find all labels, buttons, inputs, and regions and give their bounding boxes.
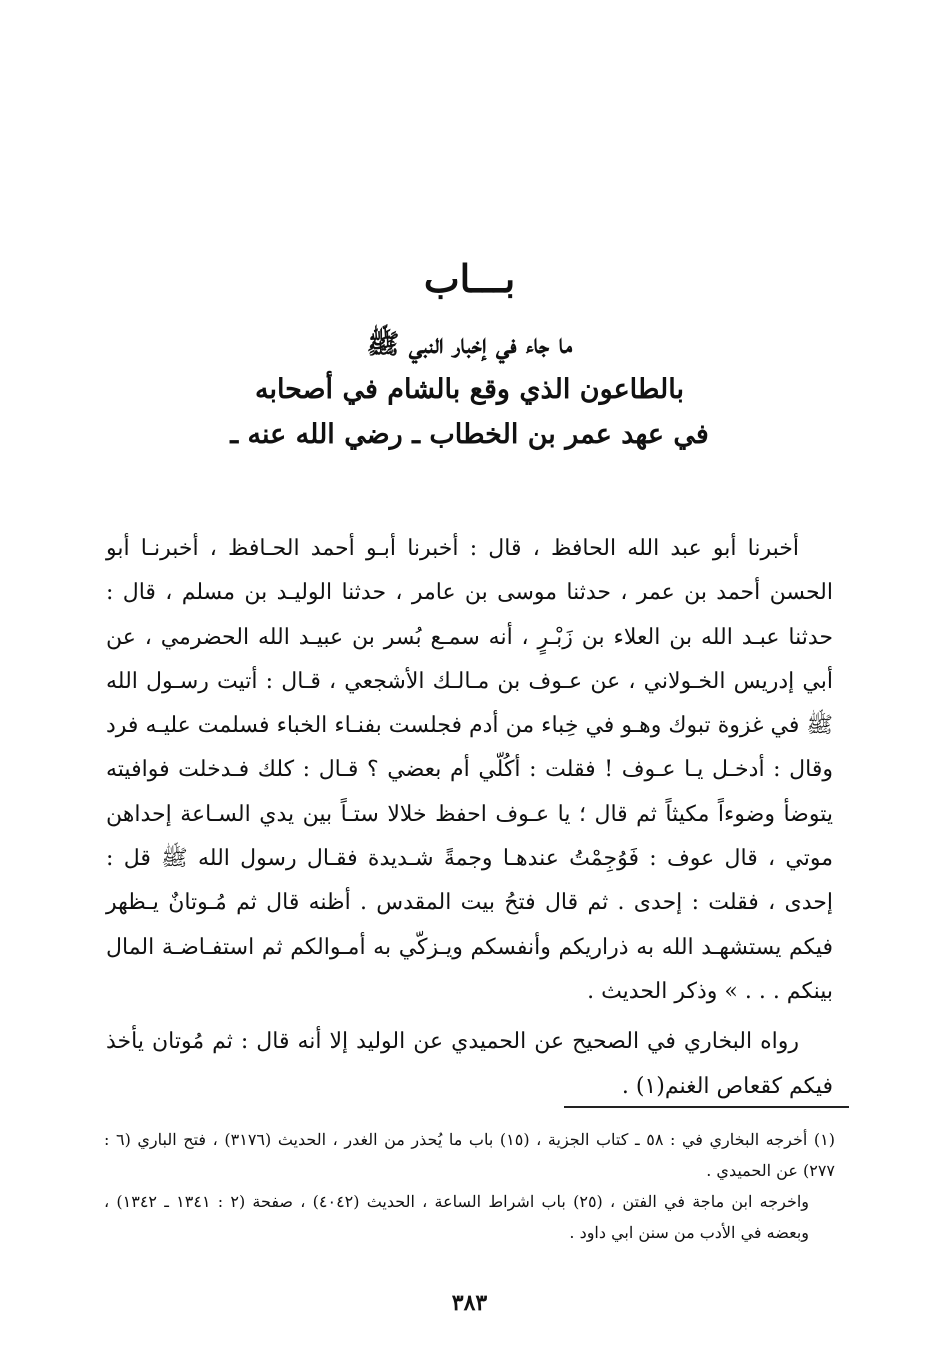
title-line-1: ما جاء في إخبار النبي ﷺ — [366, 329, 573, 360]
body-text — [106, 527, 833, 1109]
title-line-3: في عهد عمر بن الخطاب ـ رضي الله عنه ـ — [230, 419, 709, 450]
footnote-divider — [564, 1106, 849, 1108]
hadith-paragraph: أخبرنا أبو عبد الله الحافظ ، قال : أخبرنا أبـو أحمد الحـافظ ، أخبرنـا أبو الحسن أحمد بن عمر ، حدثنا موسى بن عامر ، حدثنا الوليـد بن مسلم ، قال : حدثنا عبـد الله بن العلاء بن زَبْـرٍ ، أنه سمـع بُسر بن عبيـد الله الحضرمي ، عن أبي إدريس الخـولاني ، عن عـوف بن مـالـك الأشجعي ، قـال : أتيت رسـول الله ﷺ في غزوة تبوك وهـو في خِباء من أدم فجلست بفنـاء الخباء فسلمت عليـه فرد وقال : أدخـل يـا عـوف ! فقلت : أكُلّي أم بعضي ؟ قـال : كلك فـدخلت فوافيته يتوضأ وضوءاً مكيثاً ثم قال ؛ يا عـوف احفظ خلالا ستـاً بين يدي السـاعة إحداهن موتي ، قال عوف : فَوُجِمْتُ عندهـا وجمةً شـديدة فقـال رسول الله ﷺ قل : إحدى ، فقلت : إحدى . ثم قال فتحُ بيت المقدس . أظنه قال ثم مُـوتانٌ يـظهر فيكم يستشهـد الله به ذراريكم وأنفسكم ويـزكّي به أمـوالكم ثم استفـاضـة المال بينكم . . . » وذكر الحديث . — [106, 536, 833, 1004]
footnote-1: (١) أخرجه البخاري في : ٥٨ ـ كتاب الجزية ، (١٥) باب ما يُحذر من الغدر ، الحديث (٣١٧٦) ، فتح الباري (٦ : ٢٧٧) عن الحميدي . — [104, 1130, 836, 1180]
page-number: ٣٨٣ — [451, 1290, 488, 1316]
chapter-heading: بـــاب — [423, 256, 516, 301]
footnotes — [104, 1124, 835, 1248]
title-line-2: بالطاعون الذي وقع بالشام في أصحابه — [254, 374, 685, 405]
chapter-title — [0, 322, 939, 457]
footnote-1-continuation: واخرجه ابن ماجة في الفتن ، (٢٥) باب اشراط الساعة ، الحديث (٤٠٤٢) ، صفحة (٢ : ١٣٤١ ـ ١٣٤٢) ، وبعضه في الأدب من سنن ابي داود . — [104, 1192, 810, 1242]
narration-paragraph: رواه البخاري في الصحيح عن الحميدي عن الوليد إلا أنه قال : ثم مُوتان يأخذ فيكم كقعاص الغنم(١) . — [106, 1029, 833, 1099]
